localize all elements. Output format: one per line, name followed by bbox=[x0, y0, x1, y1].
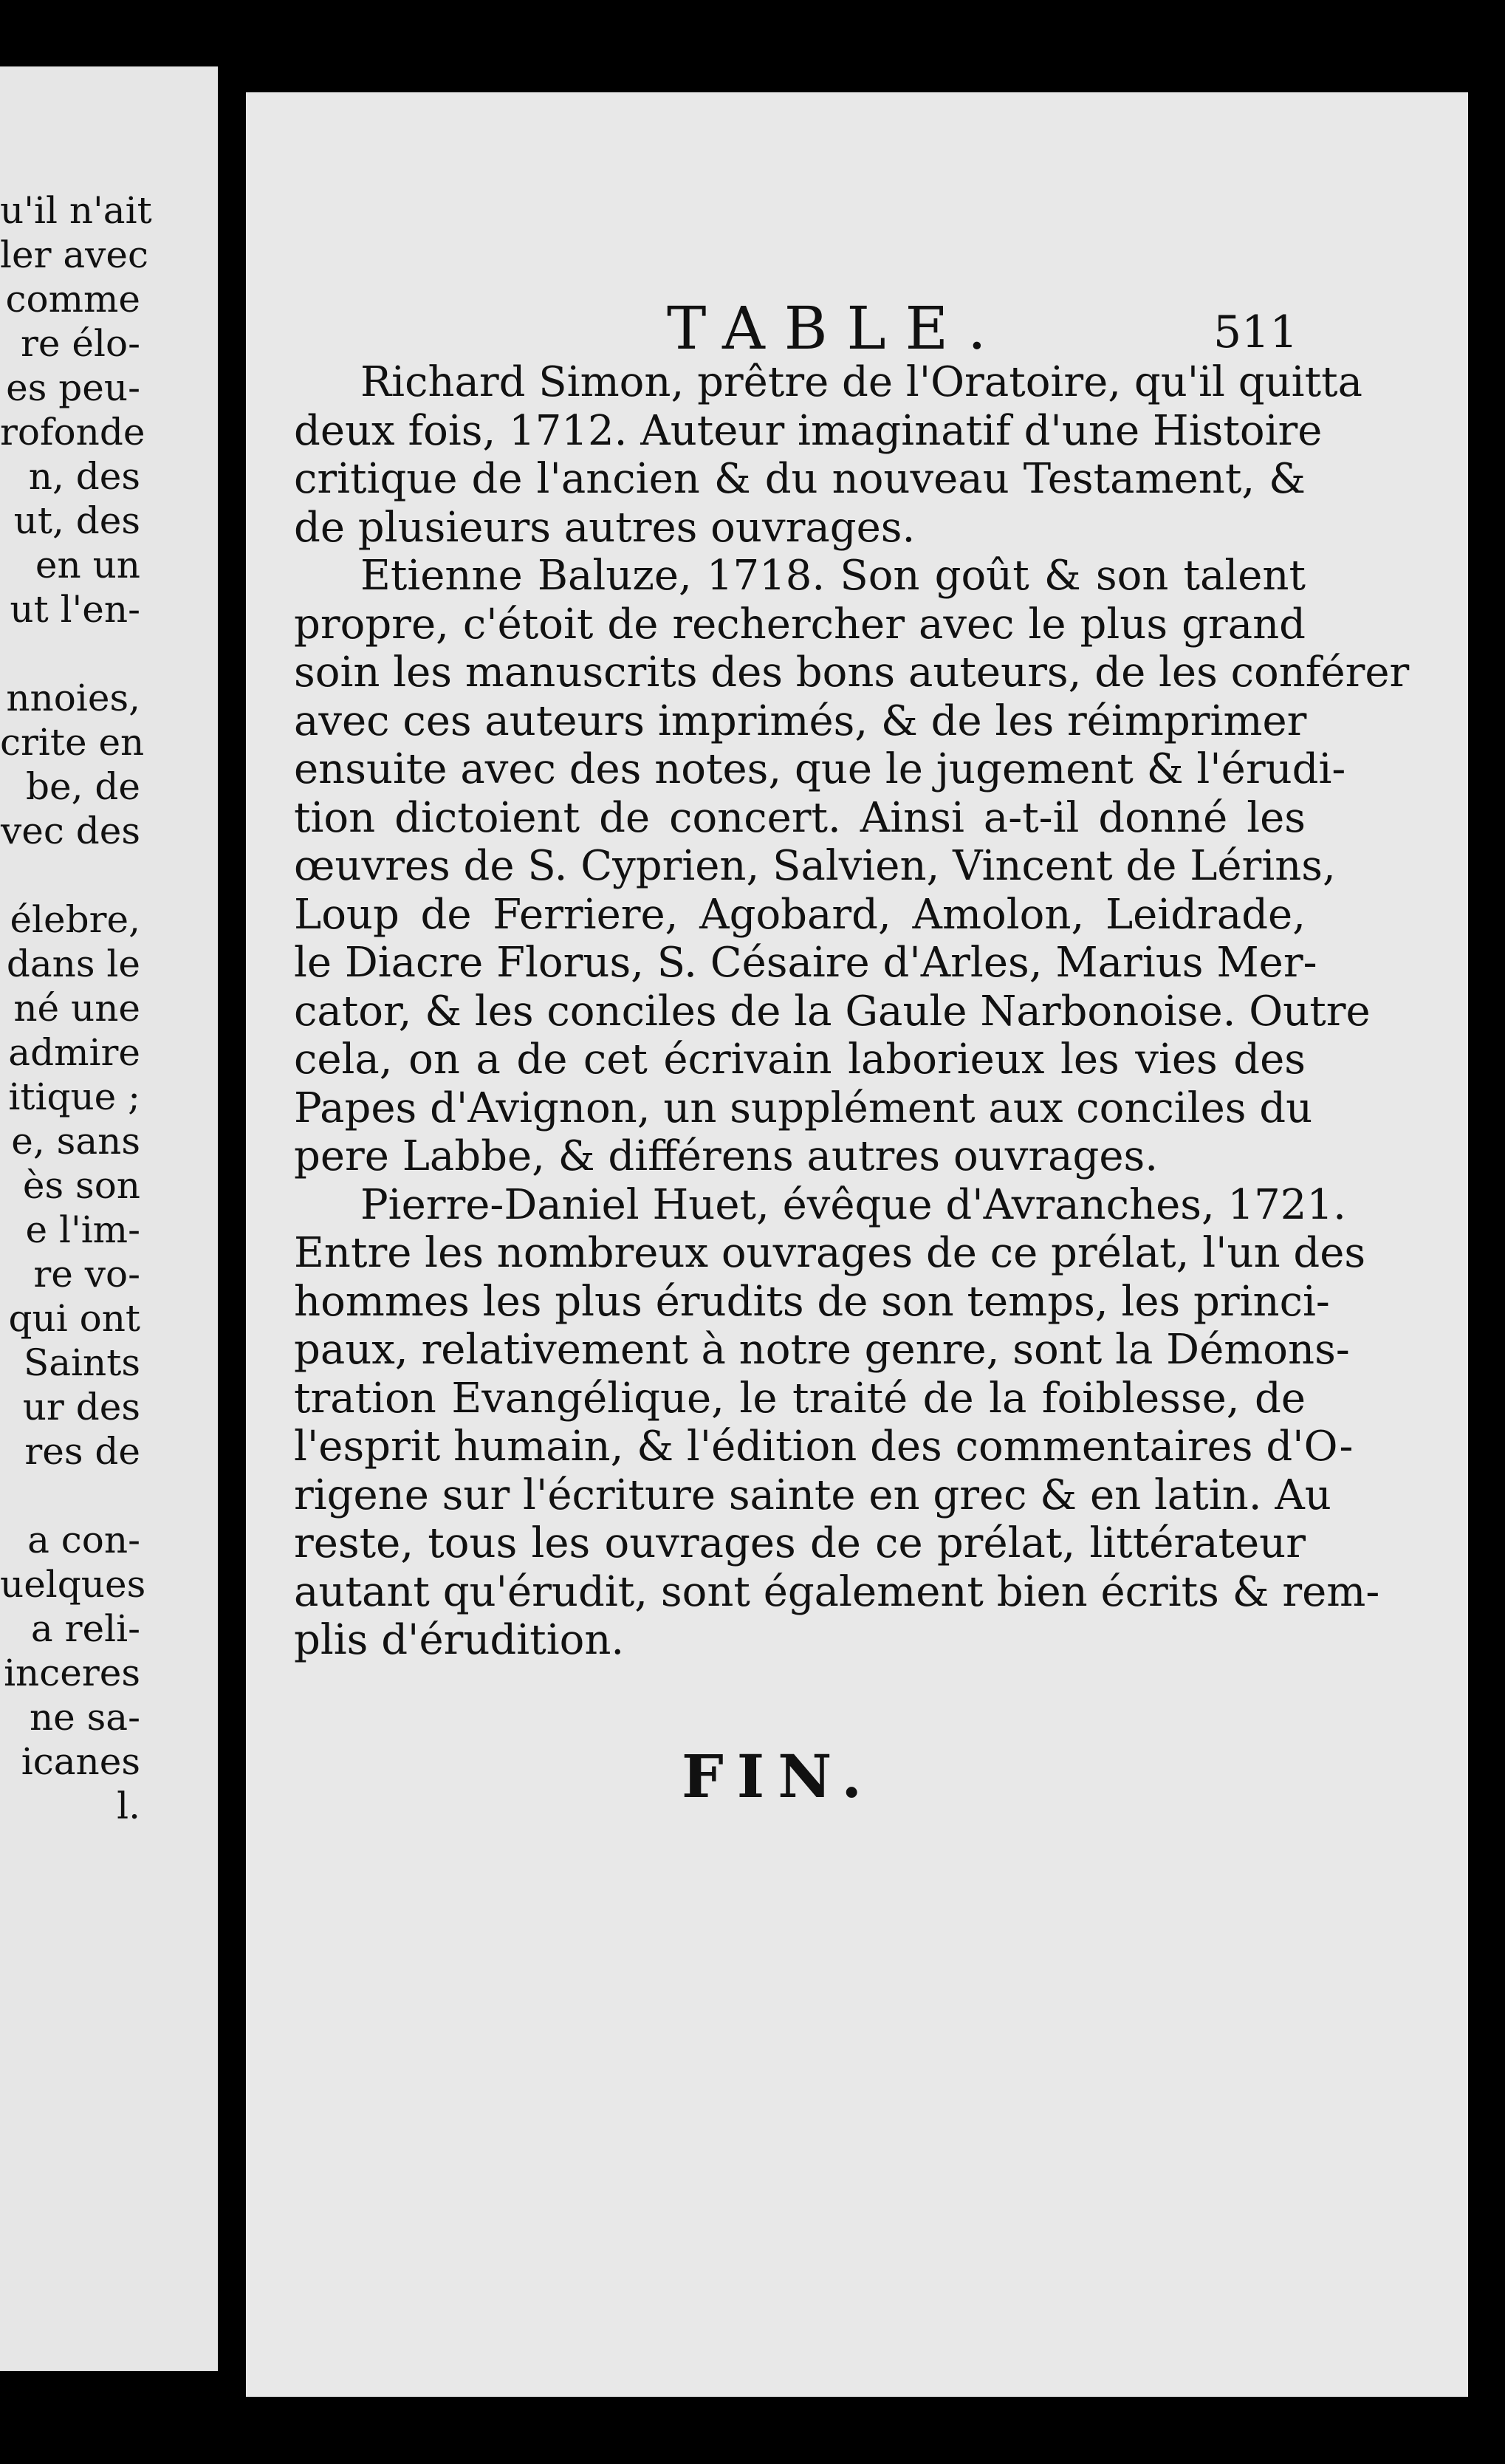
text-line: Entre les nombreux ouvrages de ce prélat, l'un des bbox=[294, 1229, 1366, 1277]
left-page-line: dans le bbox=[6, 942, 140, 985]
text-line: pere Labbe, & différens autres ouvrages. bbox=[294, 1132, 1159, 1180]
left-page-line: e l'im- bbox=[25, 1208, 140, 1251]
left-page-line: res de bbox=[24, 1430, 140, 1473]
left-page-line: nnoies, bbox=[6, 677, 140, 719]
text-line: Papes d'Avignon, un supplément aux conciles du bbox=[294, 1084, 1313, 1132]
right-page bbox=[246, 92, 1468, 2397]
text-line: critique de l'ancien & du nouveau Testament, & bbox=[294, 455, 1306, 503]
left-page-line: ès son bbox=[22, 1164, 140, 1207]
book-gutter bbox=[218, 66, 246, 2393]
left-page-line: qui ont bbox=[8, 1297, 140, 1340]
left-page-line: e, sans bbox=[11, 1120, 140, 1163]
running-title: TABLE. bbox=[667, 294, 1006, 363]
text-line: l'esprit humain, & l'édition des commentaires d'O- bbox=[294, 1423, 1354, 1471]
left-page-line: l. bbox=[117, 1784, 140, 1827]
text-line: ensuite avec des notes, que le jugement & l'érudi- bbox=[294, 745, 1346, 793]
text-line: propre, c'étoit de rechercher avec le plus grand bbox=[294, 600, 1306, 648]
left-page-line: comme bbox=[5, 278, 140, 321]
left-page-line: admire bbox=[8, 1031, 140, 1074]
text-line: Richard Simon, prêtre de l'Oratoire, qu'il quitta bbox=[360, 358, 1362, 406]
left-page-line: rofonde bbox=[0, 411, 145, 454]
text-line: rigene sur l'écriture sainte en grec & en latin. Au bbox=[294, 1471, 1331, 1519]
text-line: tration Evangélique, le traité de la foiblesse, de bbox=[294, 1374, 1306, 1423]
left-page-line: a con- bbox=[27, 1519, 140, 1561]
left-page-line: ler avec bbox=[0, 233, 149, 276]
text-line: Loup de Ferriere, Agobard, Amolon, Leidrade, bbox=[294, 890, 1306, 939]
text-line: Pierre-Daniel Huet, évêque d'Avranches, 1721. bbox=[360, 1180, 1346, 1229]
left-page-line: ne sa- bbox=[29, 1696, 140, 1739]
left-page-line: inceres bbox=[4, 1652, 140, 1694]
text-line: plis d'érudition. bbox=[294, 1616, 625, 1664]
left-page-line: re élo- bbox=[21, 322, 140, 365]
text-line: soin les manuscrits des bons auteurs, de les conférer bbox=[294, 648, 1410, 697]
left-page-line: ur des bbox=[22, 1386, 140, 1428]
left-page-line: re vo- bbox=[33, 1253, 140, 1296]
left-page-line: n, des bbox=[28, 455, 140, 498]
text-line: cela, on a de cet écrivain laborieux les vies des bbox=[294, 1036, 1306, 1084]
left-page-line: icanes bbox=[21, 1740, 140, 1783]
text-line: tion dictoient de concert. Ainsi a-t-il donné les bbox=[294, 793, 1306, 842]
text-line: œuvres de S. Cyprien, Salvien, Vincent de Lérins, bbox=[294, 842, 1336, 890]
text-line: reste, tous les ouvrages de ce prélat, littérateur bbox=[294, 1519, 1306, 1567]
left-page-line: né une bbox=[13, 987, 140, 1030]
left-page-line: ut, des bbox=[13, 499, 140, 542]
text-line: le Diacre Florus, S. Césaire d'Arles, Marius Mer- bbox=[294, 939, 1317, 987]
left-page-line: vec des bbox=[1, 810, 140, 852]
text-line: avec ces auteurs imprimés, & de les réimprimer bbox=[294, 697, 1307, 745]
left-page-line: ut l'en- bbox=[10, 588, 140, 631]
left-page-line: itique ; bbox=[8, 1075, 140, 1118]
table-entries bbox=[294, 358, 1410, 1665]
text-line: deux fois, 1712. Auteur imaginatif d'une Histoire bbox=[294, 406, 1323, 455]
left-page-line: be, de bbox=[26, 765, 140, 808]
text-line: hommes les plus érudits de son temps, les princi- bbox=[294, 1277, 1330, 1326]
page-header bbox=[246, 292, 1468, 366]
left-page-line: uelques bbox=[0, 1563, 146, 1606]
text-line: Etienne Baluze, 1718. Son goût & son talent bbox=[360, 552, 1306, 600]
text-line: cator, & les conciles de la Gaule Narbonoise. Outre bbox=[294, 987, 1371, 1036]
left-page-line: a reli- bbox=[30, 1607, 140, 1650]
left-page-line: Saints bbox=[23, 1341, 140, 1384]
text-line: de plusieurs autres ouvrages. bbox=[294, 503, 916, 552]
left-page-line: crite en bbox=[0, 721, 145, 764]
text-line: autant qu'érudit, sont également bien écrits & rem- bbox=[294, 1567, 1380, 1616]
left-page-line: en un bbox=[35, 544, 140, 586]
page-number: 511 bbox=[1213, 307, 1298, 358]
text-line: paux, relativement à notre genre, sont la Démons- bbox=[294, 1326, 1350, 1374]
left-page-fragment bbox=[0, 66, 218, 2371]
left-page-line: élebre, bbox=[10, 898, 140, 941]
left-page-line: u'il n'ait bbox=[0, 189, 152, 232]
left-page-line: es peu- bbox=[6, 366, 140, 409]
fin-mark: FIN. bbox=[682, 1742, 876, 1811]
